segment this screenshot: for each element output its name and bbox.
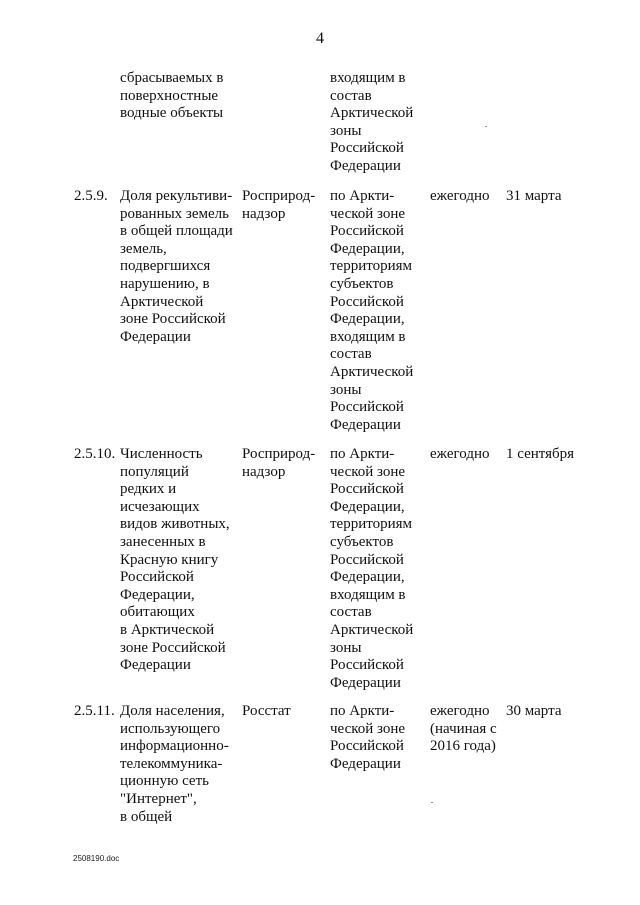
indicator-name: Доля рекультиви- рованных земель в общей площади земель, подвергшихся нарушению, в Арктической зоне Российской Федерации [120,188,233,345]
frequency: ежегодно [430,188,490,204]
submission-date: 1 сентября [506,446,575,462]
scan-speck [485,126,487,127]
page-number: 4 [316,30,324,47]
indicator-name: Доля населения, использующего информационно- телекоммуника- ционную сеть "Интернет", в общей [120,703,229,825]
coverage-area: по Аркти- ческой зоне Российской Федерации [330,703,406,772]
row-number: 2.5.11. [74,703,115,719]
row-number: 2.5.10. [74,446,116,462]
row-number: 2.5.9. [74,188,108,204]
file-name-footer: 2508190.doc [73,854,120,863]
coverage-area: по Аркти- ческой зоне Российской Федерации, территориям субъектов Российской Федерации, входящим в состав Арктической зоны Российской Федерации [330,446,414,691]
scan-speck [431,802,433,803]
coverage-area: по Аркти- ческой зоне Российской Федерации, территориям субъектов Российской Федерации, входящим в состав Арктической зоны Российской Федерации [330,188,414,433]
responsible-agency: Росстат [242,703,291,719]
responsible-agency: Росприрод- надзор [242,188,316,222]
continued-indicator-area: входящим в состав Арктической зоны Российской Федерации [330,70,414,174]
submission-date: 31 марта [506,188,562,204]
responsible-agency: Росприрод- надзор [242,446,316,480]
frequency: ежегодно [430,446,490,462]
frequency: ежегодно (начиная с 2016 года) [430,703,497,755]
indicator-name: Численность популяций редких и исчезающих видов животных, занесенных в Красную книгу Российской Федерации, обитающих в Арктической зоне Российской Федерации [120,446,230,674]
continued-indicator-name: сбрасываемых в поверхностные водные объекты [120,70,224,122]
submission-date: 30 марта [506,703,562,719]
